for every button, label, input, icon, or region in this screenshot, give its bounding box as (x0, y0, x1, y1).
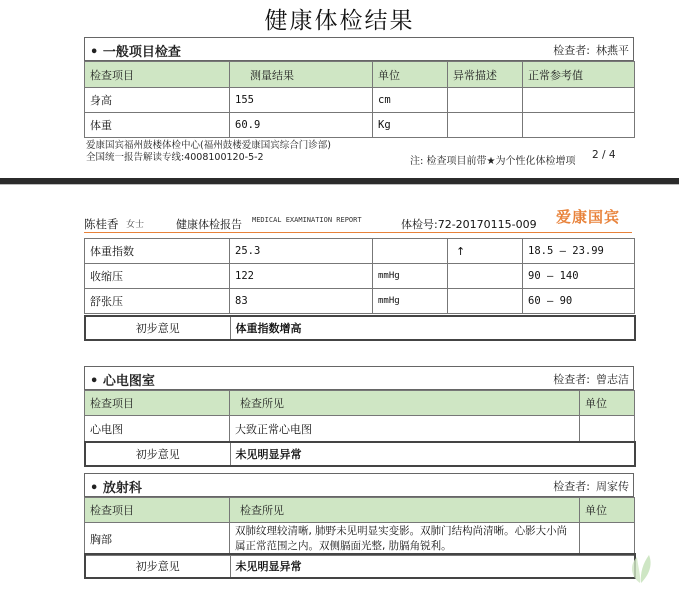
cell-item: 体重 (85, 113, 230, 138)
inspector-label: 检查者: (553, 480, 590, 493)
col-header: 测量结果 (230, 62, 373, 88)
section-general-name: • 一般项目检查 (90, 45, 181, 60)
table-header-row (85, 62, 635, 88)
general-table-continued (84, 238, 635, 314)
section-radiology-inspector (553, 478, 629, 494)
leaf-logo-icon (623, 551, 657, 585)
conclusion-value: 体重指数增高 (230, 316, 635, 340)
table-row (85, 416, 635, 442)
radiology-table (84, 497, 635, 556)
ecg-table (84, 390, 635, 442)
exam-number: 体检号:72-20170115-009 (401, 218, 537, 231)
table-header-row (85, 391, 635, 416)
cell-item: 收缩压 (85, 264, 230, 289)
conclusion-value: 未见明显异常 (230, 554, 635, 578)
cell-result: 25.3 (230, 239, 373, 264)
page-number: 2 / 4 (592, 149, 616, 161)
col-header: 检查项目 (85, 498, 230, 523)
cell-reference: 60 — 90 (523, 289, 635, 314)
conclusion-label: 初步意见 (85, 442, 230, 466)
cell-unit: mmHg (373, 264, 448, 289)
cell-abnormal: ↑ (448, 239, 523, 264)
cell-item: 体重指数 (85, 239, 230, 264)
cell-reference (523, 113, 635, 138)
section-general-inspector (553, 42, 629, 58)
cell-reference: 90 — 140 (523, 264, 635, 289)
col-header: 单位 (580, 391, 635, 416)
brand-logo-text: 爱康国宾 (556, 208, 621, 226)
footer-note: 注: 检查项目前带★为个性化体检增项 (410, 156, 576, 167)
conclusion-label: 初步意见 (85, 316, 230, 340)
general-conclusion (84, 315, 636, 341)
table-row (85, 523, 635, 556)
report-title: 健康体检报告 (176, 218, 242, 231)
inspector-name: 周家传 (596, 480, 629, 493)
report-header (84, 215, 632, 233)
cell-item: 身高 (85, 88, 230, 113)
conclusion-label: 初步意见 (85, 554, 230, 578)
col-header: 检查项目 (85, 62, 230, 88)
footer-info (86, 140, 331, 164)
header-rule (84, 232, 632, 233)
cell-result: 60.9 (230, 113, 373, 138)
col-header: 单位 (373, 62, 448, 88)
patient-gender: 女士 (126, 220, 145, 230)
cell-result: 122 (230, 264, 373, 289)
table-row (85, 264, 635, 289)
col-header: 检查所见 (230, 391, 580, 416)
table-header-row (85, 498, 635, 523)
table-row (85, 113, 635, 138)
table-row (85, 88, 635, 113)
col-header: 正常参考值 (523, 62, 635, 88)
cell-abnormal (448, 88, 523, 113)
cell-unit: Kg (373, 113, 448, 138)
section-general-header (84, 37, 634, 61)
page-divider-shadow (0, 184, 679, 185)
section-ecg-header (84, 366, 634, 390)
cell-abnormal (448, 264, 523, 289)
report-title-en: MEDICAL EXAMINATION REPORT (252, 216, 362, 224)
table-row (85, 289, 635, 314)
col-header: 单位 (580, 498, 635, 523)
ecg-conclusion (84, 441, 636, 467)
conclusion-row (85, 442, 635, 466)
cell-abnormal (448, 289, 523, 314)
general-table (84, 61, 635, 138)
inspector-name: 林燕平 (596, 44, 629, 57)
cell-item: 舒张压 (85, 289, 230, 314)
inspector-name: 曾志洁 (596, 373, 629, 386)
section-radiology-header (84, 473, 634, 497)
page-title: 健康体检结果 (264, 8, 415, 34)
cell-unit: mmHg (373, 289, 448, 314)
cell-unit: cm (373, 88, 448, 113)
cell-unit (373, 239, 448, 264)
conclusion-row (85, 316, 635, 340)
col-header: 检查项目 (85, 391, 230, 416)
cell-result: 155 (230, 88, 373, 113)
section-radiology-name: • 放射科 (90, 481, 142, 496)
cell-reference (523, 88, 635, 113)
cell-reference: 18.5 — 23.99 (523, 239, 635, 264)
cell-unit (580, 416, 635, 442)
patient-name: 陈桂香 (84, 217, 119, 231)
cell-finding: 大致正常心电图 (230, 416, 580, 442)
cell-result: 83 (230, 289, 373, 314)
col-header: 异常描述 (448, 62, 523, 88)
cell-item: 心电图 (85, 416, 230, 442)
footer-center-name: 爱康国宾福州鼓楼体检中心(福州鼓楼爱康国宾综合门诊部) (86, 140, 331, 151)
footer-hotline: 全国统一报告解读专线:4008100120-5-2 (86, 152, 264, 163)
conclusion-value: 未见明显异常 (230, 442, 635, 466)
col-header: 检查所见 (230, 498, 580, 523)
conclusion-row (85, 554, 635, 578)
cell-item: 胸部 (85, 523, 230, 556)
radiology-conclusion (84, 553, 636, 579)
inspector-label: 检查者: (553, 44, 590, 57)
inspector-label: 检查者: (553, 373, 590, 386)
section-ecg-inspector (553, 371, 629, 387)
cell-abnormal (448, 113, 523, 138)
table-row (85, 239, 635, 264)
cell-finding: 双肺纹理较清晰, 肺野未见明显实变影。双肺门结构尚清晰。心影大小尚属正常范围之内。双侧膈面光整, 肋膈角锐利。 (230, 523, 580, 556)
section-ecg-name: • 心电图室 (90, 374, 155, 389)
